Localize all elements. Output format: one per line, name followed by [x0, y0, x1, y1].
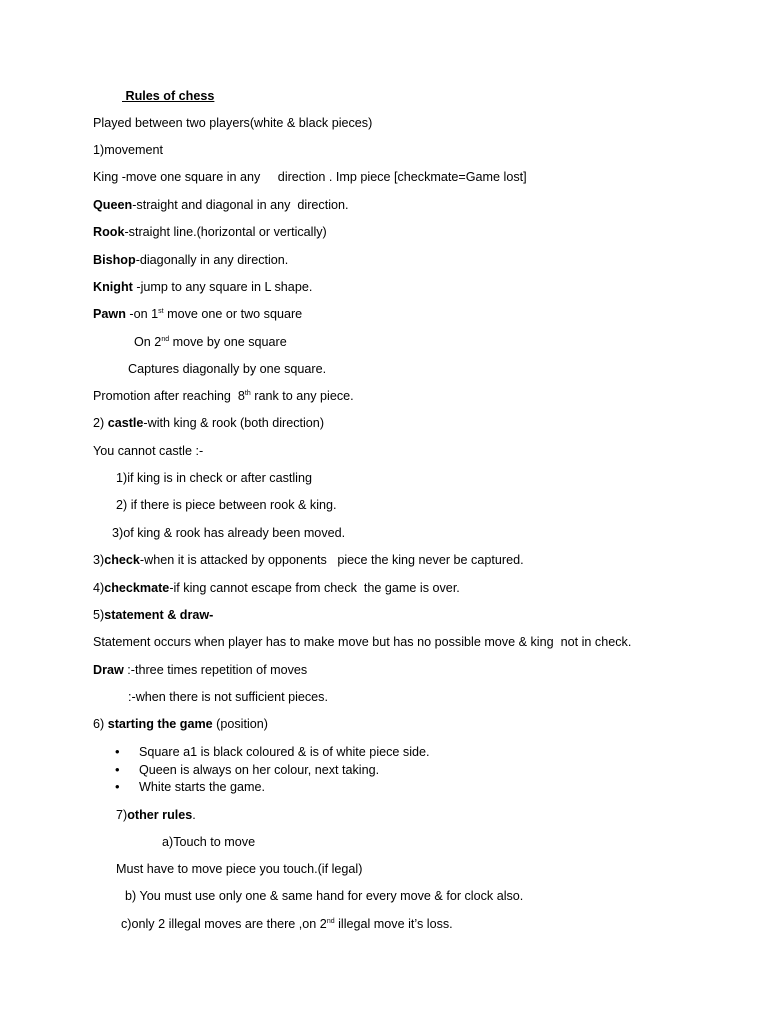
bullet-dot-2: • [115, 762, 120, 777]
bullet-item-2: Queen is always on her colour, next taking. [139, 763, 380, 777]
illegal-rule [121, 916, 453, 932]
checkmate-label: checkmate [104, 581, 170, 595]
check-text: -when it is attacked by opponents piece the king never be captured. [139, 553, 524, 567]
queen-rule [93, 197, 349, 213]
king-rule: King -move one square in any direction . Imp piece [checkmate=Game lost] [93, 170, 527, 184]
illegal-sup: nd [326, 918, 335, 925]
castle-rule-2: 2) if there is piece between rook & king. [116, 498, 337, 512]
pawn-second-b: move by one square [169, 335, 287, 349]
starting-label: starting the game [107, 717, 213, 731]
bishop-text: -diagonally in any direction. [135, 253, 289, 267]
draw-rule-2: :-when there is not sufficient pieces. [128, 690, 328, 704]
starting-heading [93, 716, 268, 732]
hand-rule: b) You must use only one & same hand for every move & for clock also. [125, 889, 524, 903]
stalemate-prefix: 5) [93, 608, 105, 622]
bishop-label: Bishop [93, 253, 136, 267]
check-rule [93, 552, 524, 568]
castle-rule-1: 1)if king is in check or after castling [116, 471, 312, 485]
pawn-second-a: On 2 [134, 335, 162, 349]
illegal-a: c)only 2 illegal moves are there ,on 2 [121, 917, 327, 931]
draw-rule [93, 662, 307, 678]
castle-rule-3: 3)of king & rook has already been moved. [112, 526, 346, 540]
promotion-rule [93, 388, 354, 404]
draw-text: :-three times repetition of moves [123, 663, 308, 677]
checkmate-rule [93, 580, 460, 596]
bullet-dot-1: • [115, 744, 120, 759]
stalemate-heading [93, 607, 213, 623]
intro-text: Played between two players(white & black pieces) [93, 116, 373, 130]
pawn-second-move [134, 334, 287, 350]
queen-text: -straight and diagonal in any direction. [132, 198, 349, 212]
other-prefix: 7) [116, 808, 128, 822]
bullet-dot-3: • [115, 779, 120, 794]
castle-text: -with king & rook (both direction) [143, 416, 325, 430]
pawn-capture: Captures diagonally by one square. [128, 362, 327, 376]
castle-heading [93, 415, 324, 431]
pawn-label: Pawn [93, 307, 126, 321]
movement-heading: 1)movement [93, 143, 163, 157]
touch-rule: a)Touch to move [162, 835, 256, 849]
touch-text: Must have to move piece you touch.(if legal) [116, 862, 363, 876]
checkmate-text: -if king cannot escape from check the game is over. [169, 581, 460, 595]
draw-label: Draw [93, 663, 124, 677]
pawn-text-a: -on 1 [125, 307, 159, 321]
knight-rule [93, 279, 312, 295]
check-label: check [104, 553, 140, 567]
knight-label: Knight [93, 280, 133, 294]
rook-rule [93, 224, 327, 240]
rook-label: Rook [93, 225, 125, 239]
castle-label: castle [107, 416, 144, 430]
pawn-second-sup: nd [161, 336, 170, 343]
bullet-item-3: White starts the game. [139, 780, 265, 794]
starting-prefix: 6) [93, 717, 108, 731]
pawn-text-b: move one or two square [163, 307, 303, 321]
castle-prefix: 2) [93, 416, 108, 430]
queen-label: Queen [93, 198, 133, 212]
illegal-b: illegal move it’s loss. [334, 917, 453, 931]
bishop-rule [93, 252, 288, 268]
stalemate-label: statement & draw- [104, 608, 214, 622]
castle-cannot: You cannot castle :- [93, 444, 204, 458]
pawn-sup: st [158, 308, 164, 315]
other-rules-heading [116, 807, 196, 823]
document-title: Rules of chess [122, 89, 215, 103]
other-label: other rules [127, 808, 193, 822]
stalemate-text: Statement occurs when player has to make move but has no possible move & king not in check. [93, 635, 632, 649]
check-prefix: 3) [93, 553, 105, 567]
starting-suffix: (position) [212, 717, 268, 731]
bullet-item-1: Square a1 is black coloured & is of white piece side. [139, 745, 430, 759]
promotion-a: Promotion after reaching 8 [93, 389, 245, 403]
knight-text: -jump to any square in L shape. [132, 280, 313, 294]
checkmate-prefix: 4) [93, 581, 105, 595]
promotion-sup: th [244, 390, 251, 397]
pawn-rule [93, 306, 302, 322]
rook-text: -straight line.(horizontal or vertically) [124, 225, 327, 239]
other-suffix: . [192, 808, 196, 822]
promotion-b: rank to any piece. [250, 389, 354, 403]
